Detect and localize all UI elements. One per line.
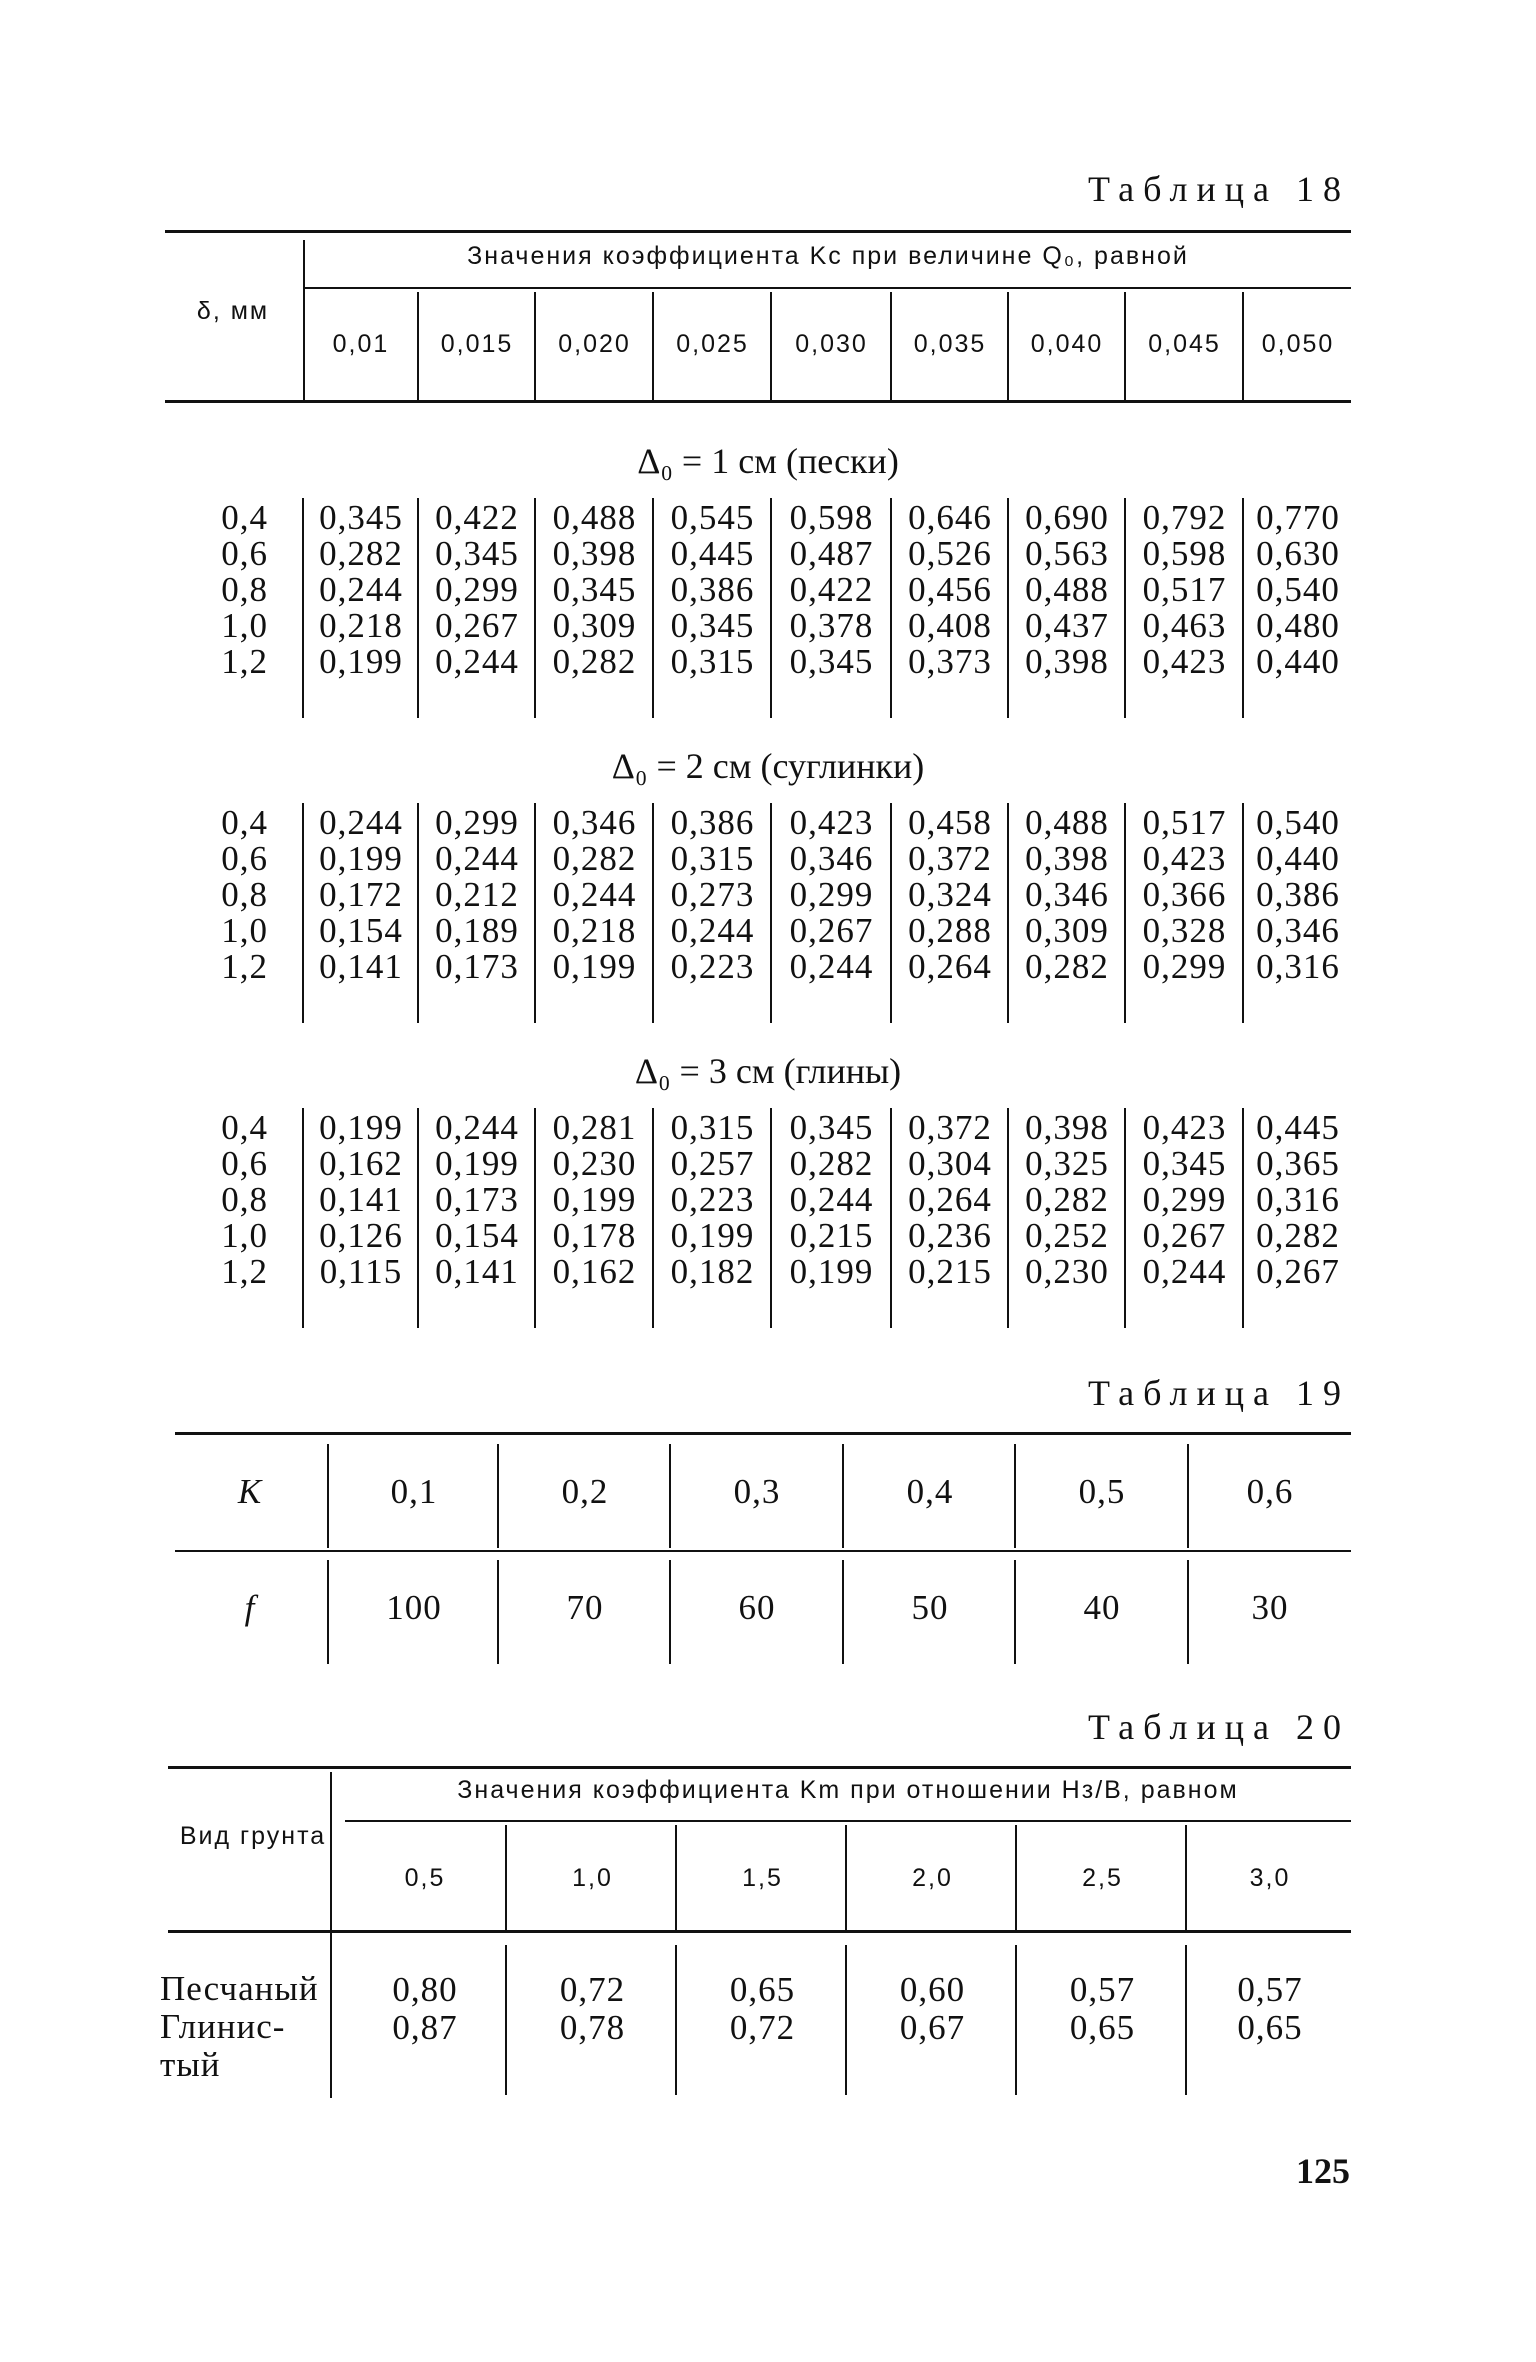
table19-cell: 0,1	[390, 1472, 438, 1511]
table18-cell: 0,299	[1142, 1180, 1227, 1219]
table20-cell: 0,65	[729, 1970, 796, 2009]
table18-cell: 0,325	[1025, 1144, 1109, 1183]
table18-cell: 0,252	[1025, 1216, 1109, 1255]
table18-cell: 0,386	[1256, 875, 1340, 914]
table18-cell: 0,373	[908, 642, 992, 681]
table18-cell: 0,173	[435, 947, 519, 986]
table18-header-column-divider	[417, 292, 419, 400]
table20-header-divider	[330, 1772, 332, 2098]
table18-cell: 0,199	[319, 839, 403, 878]
table18-cell: 0,440	[1256, 642, 1340, 681]
table20-column-header: 1,0	[572, 1864, 613, 1892]
table18-cell: 0,299	[435, 570, 519, 609]
table18-cell: 0,345	[789, 1108, 874, 1147]
table18-section-title: Δ₀ = 1 см (пески)	[637, 441, 899, 481]
table18-group-title: Значения коэффициента Kс при величине Q₀, равной	[467, 242, 1189, 270]
table18-row-label: 0,4	[221, 1108, 268, 1147]
table18-body-column-divider	[534, 1108, 536, 1328]
table18-column-header: 0,035	[913, 330, 987, 358]
table18-cell: 0,223	[670, 947, 755, 986]
table18-cell: 0,199	[552, 947, 637, 986]
table20-column-header: 3,0	[1249, 1864, 1291, 1892]
table18-header-column-divider	[652, 292, 654, 400]
table18-body-column-divider	[1242, 1108, 1244, 1328]
table18-cell: 0,282	[789, 1144, 874, 1183]
table18-cell: 0,236	[908, 1216, 992, 1255]
table20-cell: 0,80	[392, 1970, 458, 2009]
table18-body-column-divider	[1124, 498, 1126, 718]
table18-row-label: 0,6	[221, 1144, 268, 1183]
table18-cell: 0,244	[789, 1180, 874, 1219]
table20-column-header: 2,0	[912, 1864, 953, 1892]
table18-cell: 0,162	[319, 1144, 403, 1183]
table18-cell: 0,545	[670, 498, 755, 537]
table18-cell: 0,282	[1256, 1216, 1340, 1255]
table18-cell: 0,199	[552, 1180, 637, 1219]
table18-row-label: 1,2	[221, 947, 268, 986]
table18-row-label: 0,4	[221, 498, 268, 537]
table18-body-column-divider	[1124, 803, 1126, 1023]
table18-cell: 0,488	[552, 498, 637, 537]
table18-row-label: 1,2	[221, 1252, 268, 1291]
table18-cell: 0,282	[1025, 1180, 1109, 1219]
table18-cell: 0,422	[789, 570, 874, 609]
table20-top-rule	[168, 1766, 1351, 1769]
table20-body-column-divider	[845, 1945, 847, 2095]
table18-cell: 0,386	[670, 803, 755, 842]
table18-body-column-divider	[652, 803, 654, 1023]
table19-caption: Таблица 19	[1088, 1373, 1350, 1413]
table18-column-header: 0,015	[440, 330, 514, 358]
table19-cell: 70	[566, 1588, 604, 1627]
table18-cell: 0,540	[1256, 570, 1340, 609]
table18-cell: 0,282	[319, 534, 403, 573]
table18-row-label: 0,6	[221, 839, 268, 878]
table18-cell: 0,480	[1256, 606, 1340, 645]
table18-body-column-divider	[652, 498, 654, 718]
table18-cell: 0,126	[319, 1216, 403, 1255]
table18-cell: 0,517	[1142, 570, 1227, 609]
table18-body-column-divider	[534, 803, 536, 1023]
table18-cell: 0,630	[1256, 534, 1340, 573]
table18-cell: 0,267	[1142, 1216, 1227, 1255]
table20-row-label: Песчаный	[160, 1969, 319, 2008]
table18-body-column-divider	[1242, 803, 1244, 1023]
table18-cell: 0,282	[552, 642, 637, 681]
table18-cell: 0,346	[789, 839, 874, 878]
table18-cell: 0,458	[908, 803, 992, 842]
table20-header-column-divider	[1185, 1825, 1187, 1930]
table18-cell: 0,267	[435, 606, 519, 645]
table18-header-bottom-rule	[165, 400, 1351, 403]
table19-column-divider	[327, 1560, 329, 1664]
table18-cell: 0,346	[552, 803, 637, 842]
table19-middle-rule	[175, 1550, 1351, 1552]
table18-cell: 0,487	[789, 534, 874, 573]
table18-body-column-divider	[770, 1108, 772, 1328]
table18-cell: 0,422	[435, 498, 519, 537]
table18-cell: 0,378	[789, 606, 874, 645]
table18-body-column-divider	[534, 498, 536, 718]
table18-body-column-divider	[890, 803, 892, 1023]
table18-row-label: 1,0	[221, 1216, 268, 1255]
table20-column-header: 0,5	[404, 1864, 446, 1892]
table18-body-column-divider	[1124, 1108, 1126, 1328]
table18-cell: 0,230	[1025, 1252, 1109, 1291]
table18-row-label-header: δ, мм	[196, 297, 270, 325]
table18-body-column-divider	[652, 1108, 654, 1328]
table18-column-header: 0,020	[558, 330, 631, 358]
table19-column-divider	[669, 1560, 671, 1664]
table18-cell: 0,315	[670, 839, 755, 878]
table18-cell: 0,488	[1025, 570, 1109, 609]
page-number: 125	[1296, 2151, 1350, 2191]
table19-column-divider	[327, 1444, 329, 1548]
table18-body-column-divider	[1242, 498, 1244, 718]
table18-cell: 0,154	[435, 1216, 519, 1255]
table18-cell: 0,244	[319, 803, 403, 842]
table18-header-divider	[303, 240, 305, 400]
table18-cell: 0,398	[1025, 642, 1109, 681]
table18-section-title: Δ₀ = 2 см (суглинки)	[611, 746, 925, 786]
table18-cell: 0,281	[552, 1108, 637, 1147]
table18-cell: 0,244	[435, 839, 519, 878]
table18-cell: 0,273	[670, 875, 755, 914]
table20-cell: 0,57	[1069, 1970, 1136, 2009]
table18-body-column-divider	[1007, 803, 1009, 1023]
table18-cell: 0,598	[1142, 534, 1227, 573]
table19-row-label: f	[244, 1588, 256, 1627]
table19-row-label: K	[237, 1472, 263, 1511]
table18-column-header: 0,030	[795, 330, 868, 358]
table19-column-divider	[842, 1560, 844, 1664]
table18-cell: 0,199	[789, 1252, 874, 1291]
table18-column-header: 0,040	[1030, 330, 1104, 358]
table18-row-label: 1,0	[221, 606, 268, 645]
table18-cell: 0,215	[908, 1252, 992, 1291]
table18-cell: 0,328	[1142, 911, 1227, 950]
table18-column-header: 0,045	[1148, 330, 1221, 358]
table18-cell: 0,218	[319, 606, 403, 645]
table18-cell: 0,423	[1142, 839, 1227, 878]
table18-cell: 0,445	[1256, 1108, 1340, 1147]
table19-cell: 0,6	[1246, 1472, 1294, 1511]
table18-cell: 0,212	[435, 875, 519, 914]
table18-row-label: 0,8	[221, 1180, 268, 1219]
table18-cell: 0,316	[1256, 1180, 1340, 1219]
table18-cell: 0,141	[435, 1252, 519, 1291]
table18-cell: 0,299	[435, 803, 519, 842]
table18-header-column-divider	[1124, 292, 1126, 400]
table20-group-title: Значения коэффициента Km при отношении Hз/B, равном	[457, 1776, 1239, 1804]
table20-cell: 0,65	[1237, 2008, 1303, 2047]
table18-cell: 0,299	[789, 875, 874, 914]
table18-cell: 0,172	[319, 875, 403, 914]
table18-cell: 0,244	[319, 570, 403, 609]
table20-cell: 0,72	[729, 2008, 796, 2047]
table18-cell: 0,244	[670, 911, 755, 950]
table18-cell: 0,437	[1025, 606, 1109, 645]
table18-cell: 0,386	[670, 570, 755, 609]
table18-cell: 0,346	[1256, 911, 1340, 950]
table19-cell: 50	[911, 1588, 949, 1627]
table20-column-header: 1,5	[742, 1864, 783, 1892]
table18-cell: 0,199	[319, 642, 403, 681]
table20-header-subrule	[345, 1820, 1351, 1822]
table18-body-column-divider	[770, 803, 772, 1023]
table20-cell: 0,78	[559, 2008, 626, 2047]
table18-cell: 0,315	[670, 642, 755, 681]
table18-body-column-divider	[890, 1108, 892, 1328]
table18-cell: 0,162	[552, 1252, 637, 1291]
table18-cell: 0,199	[670, 1216, 755, 1255]
table18-cell: 0,398	[552, 534, 637, 573]
table18-cell: 0,173	[435, 1180, 519, 1219]
table18-cell: 0,423	[789, 803, 874, 842]
table18-cell: 0,257	[670, 1144, 755, 1183]
table18-cell: 0,345	[435, 534, 519, 573]
table18-body-column-divider	[302, 1108, 304, 1328]
table18-cell: 0,264	[908, 947, 992, 986]
table18-column-header: 0,050	[1261, 330, 1335, 358]
table18-top-rule	[165, 230, 1351, 233]
table18-cell: 0,115	[319, 1252, 403, 1291]
table18-cell: 0,230	[552, 1144, 637, 1183]
table18-cell: 0,154	[319, 911, 403, 950]
table18-row-label: 1,2	[221, 642, 268, 681]
table18-body-column-divider	[417, 803, 419, 1023]
table18-cell: 0,517	[1142, 803, 1227, 842]
table18-cell: 0,372	[908, 1108, 992, 1147]
table18-cell: 0,488	[1025, 803, 1109, 842]
table18-cell: 0,398	[1025, 1108, 1109, 1147]
table18-header-column-divider	[770, 292, 772, 400]
table18-cell: 0,463	[1142, 606, 1227, 645]
table18-header-column-divider	[890, 292, 892, 400]
table18-cell: 0,423	[1142, 1108, 1227, 1147]
table18-cell: 0,792	[1142, 498, 1227, 537]
table18-section-title: Δ₀ = 3 см (глины)	[634, 1051, 902, 1091]
table20-body-column-divider	[675, 1945, 677, 2095]
table18-cell: 0,199	[435, 1144, 519, 1183]
table18-cell: 0,299	[1142, 947, 1227, 986]
table18-cell: 0,646	[908, 498, 992, 537]
table20-cell: 0,60	[899, 1970, 966, 2009]
table20-cell: 0,57	[1237, 1970, 1303, 2009]
table18-column-header: 0,01	[332, 330, 390, 358]
table18-cell: 0,345	[789, 642, 874, 681]
table18-cell: 0,288	[908, 911, 992, 950]
table18-cell: 0,345	[1142, 1144, 1227, 1183]
table18-header-subrule	[305, 287, 1351, 289]
table19-cell: 100	[386, 1588, 442, 1627]
table20-body-column-divider	[1185, 1945, 1187, 2095]
table18-column-header: 0,025	[676, 330, 749, 358]
table20-cell: 0,72	[559, 1970, 626, 2009]
table18-body-column-divider	[770, 498, 772, 718]
table18-body-column-divider	[890, 498, 892, 718]
table18-header-column-divider	[534, 292, 536, 400]
table18-cell: 0,267	[789, 911, 874, 950]
table18-header-column-divider	[1007, 292, 1009, 400]
table18-cell: 0,408	[908, 606, 992, 645]
table18-cell: 0,563	[1025, 534, 1109, 573]
table18-caption: Таблица 18	[1088, 169, 1350, 209]
table19-cell: 30	[1251, 1588, 1289, 1627]
table20-row-label-header: Вид грунта	[179, 1822, 327, 1850]
table19-cell: 0,5	[1078, 1472, 1126, 1511]
table18-body-column-divider	[302, 498, 304, 718]
table18-cell: 0,244	[1142, 1252, 1227, 1291]
table18-cell: 0,324	[908, 875, 992, 914]
table18-row-label: 0,8	[221, 570, 268, 609]
table18-cell: 0,267	[1256, 1252, 1340, 1291]
table20-column-header: 2,5	[1082, 1864, 1123, 1892]
table18-cell: 0,398	[1025, 839, 1109, 878]
table20-body-column-divider	[505, 1945, 507, 2095]
table20-cell: 0,65	[1069, 2008, 1136, 2047]
table19-cell: 60	[738, 1588, 776, 1627]
table20-header-column-divider	[505, 1825, 507, 1930]
table18-cell: 0,218	[552, 911, 637, 950]
table20-cell: 0,87	[392, 2008, 458, 2047]
table18-cell: 0,316	[1256, 947, 1340, 986]
table18-cell: 0,304	[908, 1144, 992, 1183]
table18-cell: 0,199	[319, 1108, 403, 1147]
table19-cell: 0,4	[906, 1472, 954, 1511]
table18-cell: 0,346	[1025, 875, 1109, 914]
table18-body-column-divider	[417, 498, 419, 718]
table18-cell: 0,264	[908, 1180, 992, 1219]
table20-header-column-divider	[675, 1825, 677, 1930]
table19-cell: 0,2	[561, 1472, 609, 1511]
table18-body-column-divider	[417, 1108, 419, 1328]
table18-body-column-divider	[1007, 1108, 1009, 1328]
table18-cell: 0,309	[1025, 911, 1109, 950]
table18-row-label: 0,8	[221, 875, 268, 914]
table18-cell: 0,345	[670, 606, 755, 645]
table19-column-divider	[497, 1444, 499, 1548]
table19-top-rule	[175, 1432, 1351, 1435]
table18-cell: 0,141	[319, 1180, 403, 1219]
table18-cell: 0,345	[319, 498, 403, 537]
table20-cell: 0,67	[899, 2008, 966, 2047]
table19-column-divider	[1014, 1560, 1016, 1664]
table18-cell: 0,244	[789, 947, 874, 986]
table18-cell: 0,282	[552, 839, 637, 878]
table18-cell: 0,244	[435, 642, 519, 681]
table18-cell: 0,423	[1142, 642, 1227, 681]
table19-cell: 0,3	[733, 1472, 781, 1511]
table18-cell: 0,526	[908, 534, 992, 573]
table19-column-divider	[669, 1444, 671, 1548]
table18-cell: 0,690	[1025, 498, 1109, 537]
table18-cell: 0,770	[1256, 498, 1340, 537]
table18-cell: 0,366	[1142, 875, 1227, 914]
table18-cell: 0,182	[670, 1252, 755, 1291]
table18-row-label: 0,4	[221, 803, 268, 842]
table18-cell: 0,309	[552, 606, 637, 645]
table18-header-column-divider	[1242, 292, 1244, 400]
table18-cell: 0,372	[908, 839, 992, 878]
table20-header-bottom-rule	[168, 1930, 1351, 1933]
table18-cell: 0,141	[319, 947, 403, 986]
table18-cell: 0,440	[1256, 839, 1340, 878]
table18-cell: 0,178	[552, 1216, 637, 1255]
table18-cell: 0,365	[1256, 1144, 1340, 1183]
table18-cell: 0,189	[435, 911, 519, 950]
table19-column-divider	[1014, 1444, 1016, 1548]
table18-cell: 0,598	[789, 498, 874, 537]
table18-cell: 0,244	[435, 1108, 519, 1147]
table19-cell: 40	[1083, 1588, 1121, 1627]
table18-row-label: 0,6	[221, 534, 268, 573]
table18-body-column-divider	[1007, 498, 1009, 718]
table18-cell: 0,215	[789, 1216, 874, 1255]
table20-caption: Таблица 20	[1088, 1707, 1350, 1747]
table20-body-column-divider	[1015, 1945, 1017, 2095]
table18-cell: 0,315	[670, 1108, 755, 1147]
table18-cell: 0,345	[552, 570, 637, 609]
table18-cell: 0,223	[670, 1180, 755, 1219]
table19-column-divider	[1187, 1444, 1189, 1548]
table18-body-column-divider	[302, 803, 304, 1023]
table18-cell: 0,282	[1025, 947, 1109, 986]
table20-row-label: Глинис-тый	[160, 2007, 286, 2084]
table19-column-divider	[497, 1560, 499, 1664]
table18-cell: 0,244	[552, 875, 637, 914]
table18-cell: 0,445	[670, 534, 755, 573]
table19-column-divider	[1187, 1560, 1189, 1664]
table18-cell: 0,540	[1256, 803, 1340, 842]
table18-row-label: 1,0	[221, 911, 268, 950]
table20-header-column-divider	[845, 1825, 847, 1930]
table18-cell: 0,456	[908, 570, 992, 609]
table19-column-divider	[842, 1444, 844, 1548]
table20-header-column-divider	[1015, 1825, 1017, 1930]
